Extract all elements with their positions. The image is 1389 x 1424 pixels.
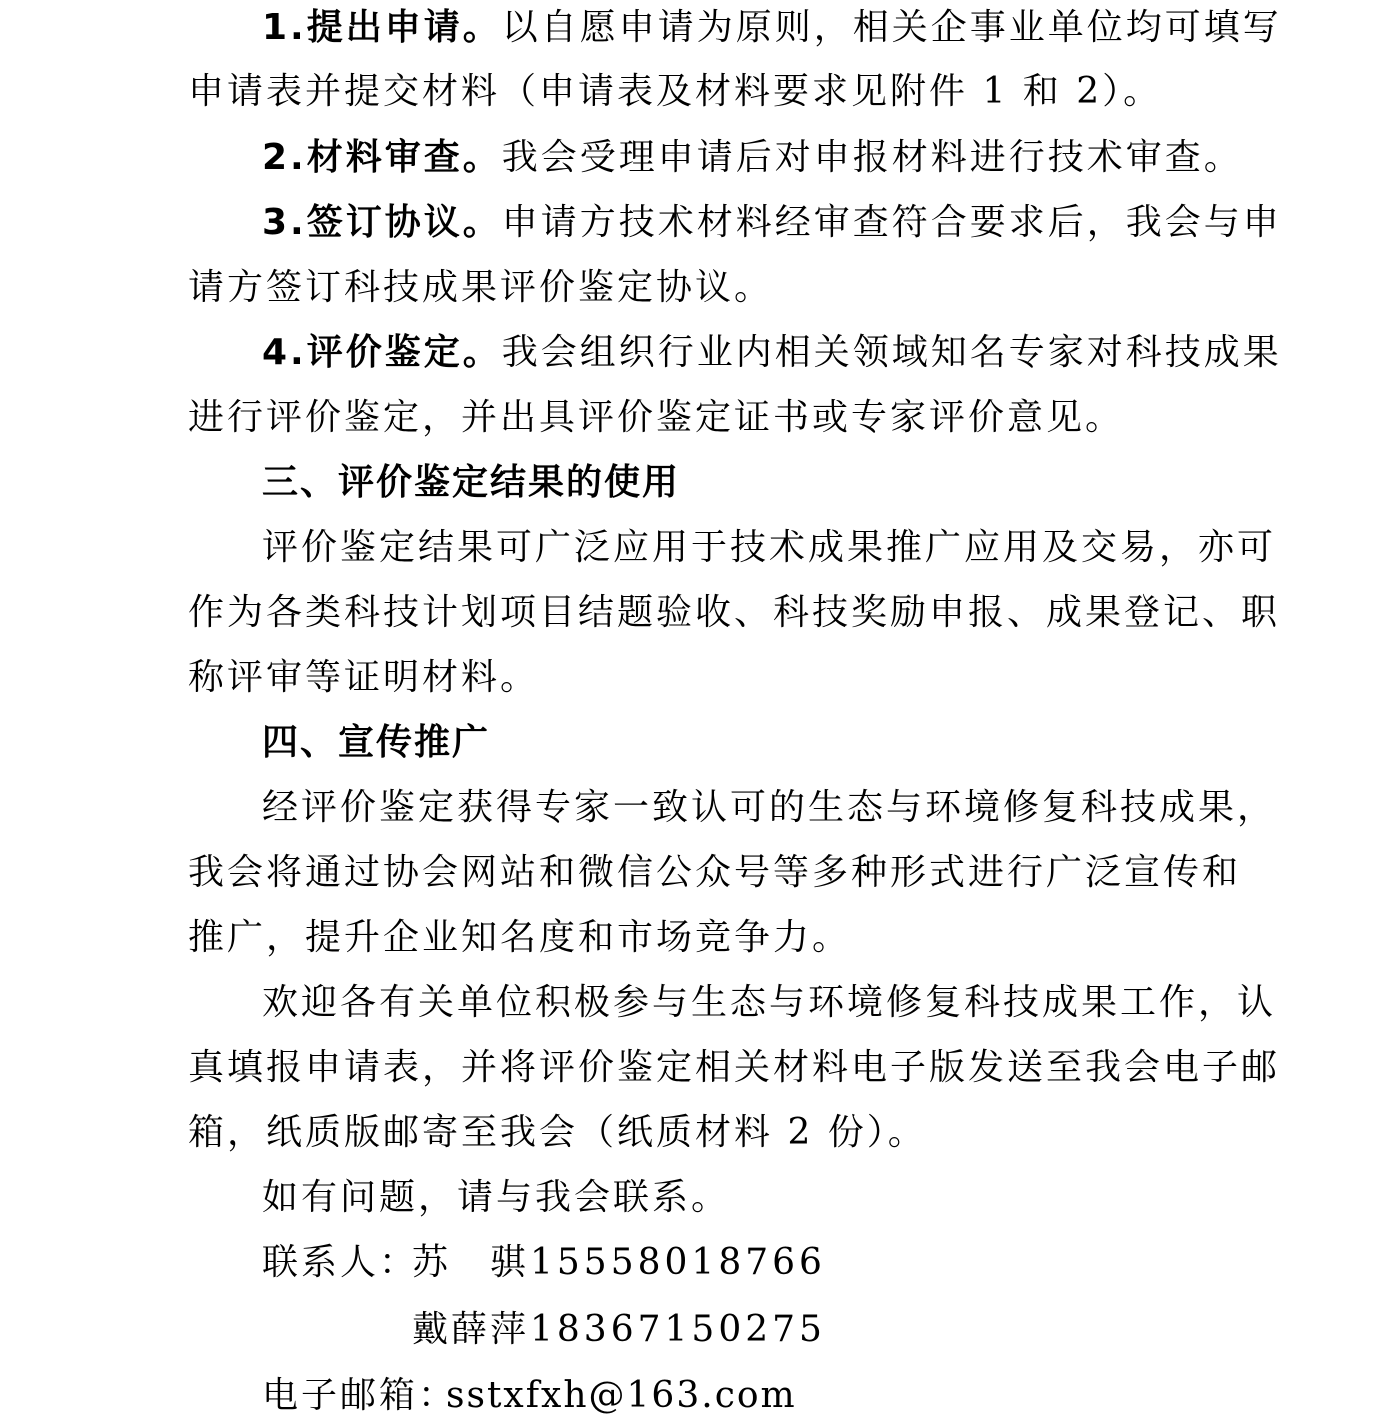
step-3-line-2: 请方签订科技成果评价鉴定协议。 — [188, 267, 774, 308]
step-1-line-1 — [262, 4, 1282, 52]
section-4-heading: 四、宣传推广 — [262, 722, 491, 763]
section-4-p1-line-2: 我会将通过协会网站和微信公众号等多种形式进行广泛宣传和 — [188, 852, 1242, 893]
step-2-title: 2.材料审查。 — [262, 137, 502, 178]
contact-name-1: 苏 骐 — [412, 1242, 530, 1283]
step-2-line-1 — [262, 134, 1243, 182]
step-4-line-1 — [262, 329, 1282, 377]
section-3-line-3: 称评审等证明材料。 — [188, 657, 540, 698]
step-3-line-1 — [262, 199, 1282, 247]
section-4-p2-line-1: 欢迎各有关单位积极参与生态与环境修复科技成果工作，认 — [262, 982, 1277, 1023]
section-3-heading: 三、评价鉴定结果的使用 — [262, 462, 681, 503]
section-4-p2-line-3: 箱，纸质版邮寄至我会（纸质材料 2 份）。 — [188, 1112, 927, 1153]
section-4-p1-line-1: 经评价鉴定获得专家一致认可的生态与环境修复科技成果， — [262, 787, 1277, 828]
step-4-line-2: 进行评价鉴定，并出具评价鉴定证书或专家评价意见。 — [188, 397, 1125, 438]
contact-phone-1: 15558018766 — [530, 1242, 826, 1283]
email-address: sstxfxh@163.com — [446, 1375, 797, 1416]
contact-name-2: 戴薛萍 — [412, 1309, 530, 1350]
contact-label: 联系人： — [262, 1242, 419, 1283]
step-1-title: 1.提出申请。 — [262, 7, 502, 48]
step-3-title: 3.签订协议。 — [262, 202, 502, 243]
step-1-text: 以自愿申请为原则，相关企事业单位均可填写 — [501, 7, 1282, 48]
section-3-line-1: 评价鉴定结果可广泛应用于技术成果推广应用及交易，亦可 — [262, 527, 1277, 568]
step-4-title: 4.评价鉴定。 — [262, 332, 502, 373]
section-4-p1-line-3: 推广，提升企业知名度和市场竞争力。 — [188, 917, 852, 958]
section-4-p2-line-2: 真填报申请表，并将评价鉴定相关材料电子版发送至我会电子邮 — [188, 1047, 1281, 1088]
section-4-p3: 如有问题，请与我会联系。 — [262, 1177, 731, 1218]
section-3-line-2: 作为各类科技计划项目结题验收、科技奖励申报、成果登记、职 — [188, 592, 1281, 633]
step-3-text: 申请方技术材料经审查符合要求后，我会与申 — [501, 202, 1282, 243]
step-1-line-2: 申请表并提交材料（申请表及材料要求见附件 1 和 2）。 — [188, 71, 1163, 112]
step-2-text: 我会受理申请后对申报材料进行技术审查。 — [501, 137, 1243, 178]
step-4-text: 我会组织行业内相关领域知名专家对科技成果 — [501, 332, 1282, 373]
contact-phone-2: 18367150275 — [530, 1309, 826, 1350]
email-label: 电子邮箱： — [262, 1375, 458, 1416]
